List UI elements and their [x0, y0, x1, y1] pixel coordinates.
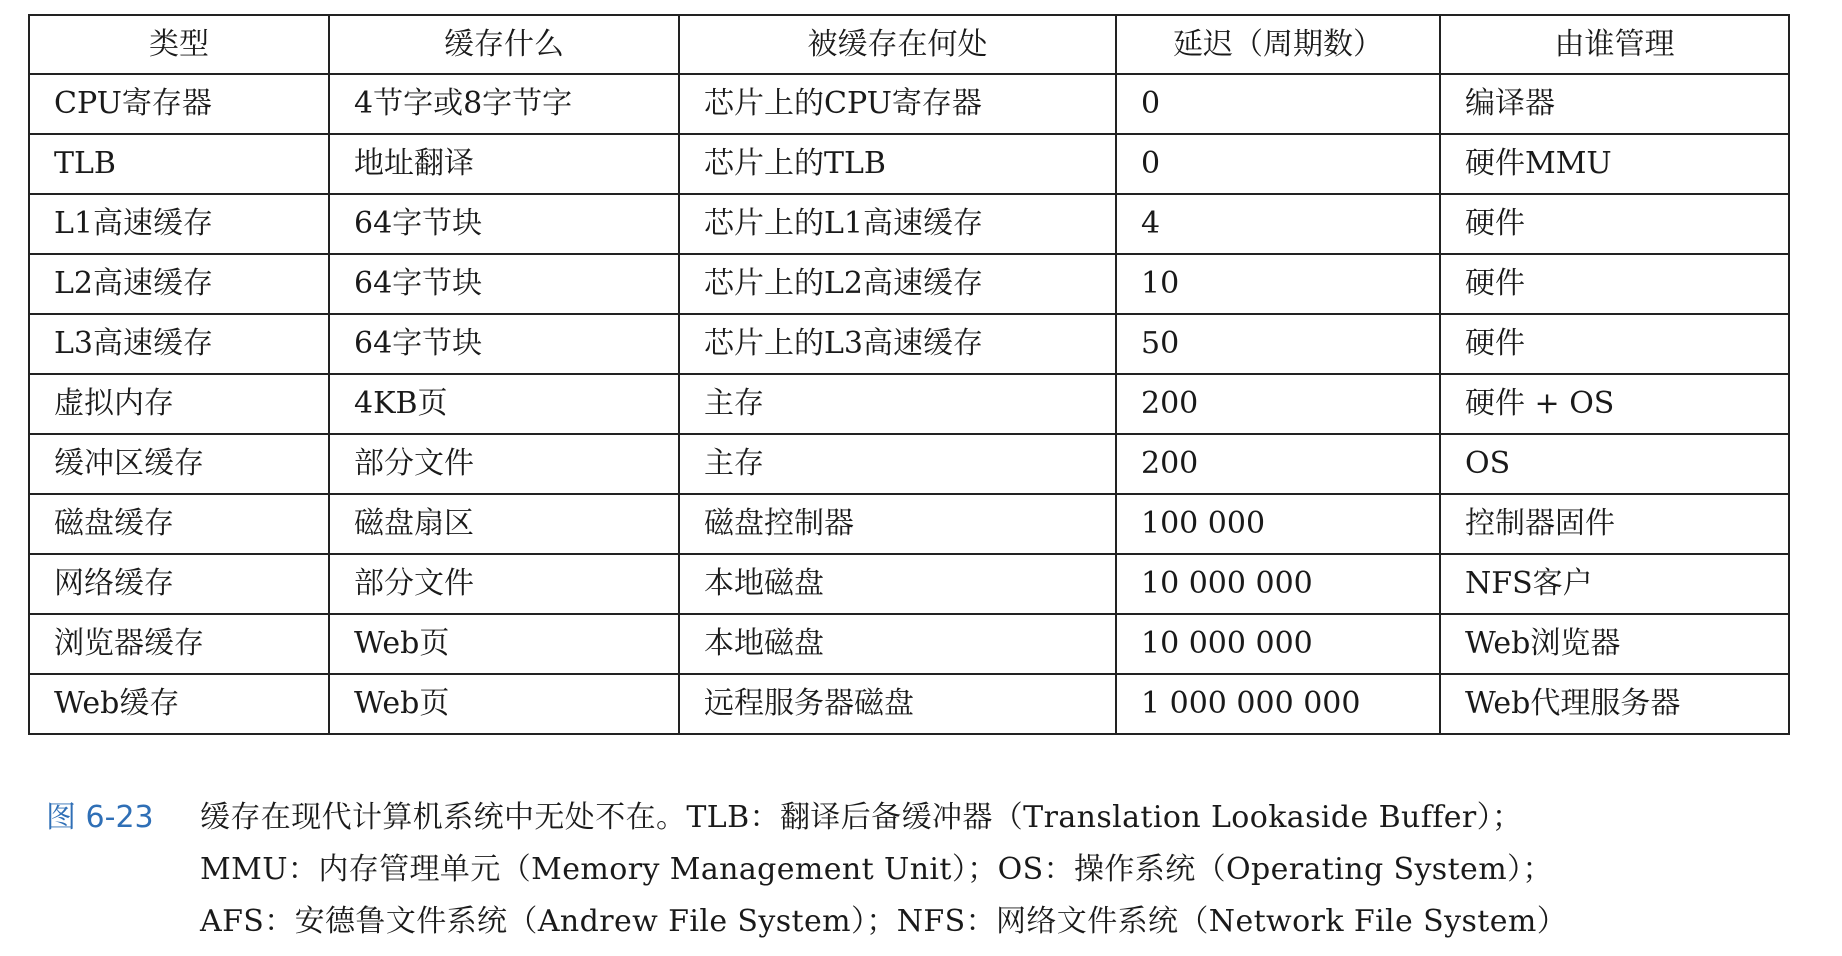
cell-type: 缓冲区缓存 — [29, 434, 329, 494]
table-row — [29, 674, 1789, 734]
table-row — [29, 434, 1789, 494]
cell-where-cached: 主存 — [679, 434, 1116, 494]
cell-where-cached: 芯片上的L2高速缓存 — [679, 254, 1116, 314]
cell-managed-by: Web代理服务器 — [1440, 674, 1789, 734]
cell-managed-by: 控制器固件 — [1440, 494, 1789, 554]
table-row — [29, 134, 1789, 194]
cell-type: TLB — [29, 134, 329, 194]
cell-what-cached: 64字节块 — [329, 254, 679, 314]
cell-what-cached: 地址翻译 — [329, 134, 679, 194]
cell-where-cached: 芯片上的TLB — [679, 134, 1116, 194]
cell-what-cached: 部分文件 — [329, 554, 679, 614]
cell-managed-by: 硬件 — [1440, 314, 1789, 374]
cell-latency: 0 — [1116, 134, 1440, 194]
cell-type: CPU寄存器 — [29, 74, 329, 134]
cell-type: 虚拟内存 — [29, 374, 329, 434]
cell-what-cached: Web页 — [329, 614, 679, 674]
cell-what-cached: 64字节块 — [329, 194, 679, 254]
table-row — [29, 374, 1789, 434]
header-managed-by: 由谁管理 — [1440, 15, 1789, 74]
cell-latency: 200 — [1116, 434, 1440, 494]
cell-where-cached: 远程服务器磁盘 — [679, 674, 1116, 734]
figure-caption — [46, 792, 1806, 948]
cache-table — [28, 14, 1790, 735]
caption-line: 缓存在现代计算机系统中无处不在。TLB：翻译后备缓冲器（Translation Lookaside Buffer）； — [200, 800, 1523, 835]
table-row — [29, 314, 1789, 374]
cell-latency: 0 — [1116, 74, 1440, 134]
header-latency: 延迟（周期数） — [1116, 15, 1440, 74]
caption-row-3 — [46, 896, 1806, 948]
cell-latency: 200 — [1116, 374, 1440, 434]
cell-what-cached: 磁盘扇区 — [329, 494, 679, 554]
cell-managed-by: 硬件 — [1440, 254, 1789, 314]
table-row — [29, 194, 1789, 254]
cell-latency: 10 000 000 — [1116, 554, 1440, 614]
cell-what-cached: 部分文件 — [329, 434, 679, 494]
table-row — [29, 254, 1789, 314]
cell-managed-by: 硬件MMU — [1440, 134, 1789, 194]
cell-type: L1高速缓存 — [29, 194, 329, 254]
cell-managed-by: NFS客户 — [1440, 554, 1789, 614]
cell-type: L3高速缓存 — [29, 314, 329, 374]
cell-type: 浏览器缓存 — [29, 614, 329, 674]
cell-latency: 4 — [1116, 194, 1440, 254]
cell-latency: 100 000 — [1116, 494, 1440, 554]
cell-where-cached: 本地磁盘 — [679, 554, 1116, 614]
cell-what-cached: 4节字或8字节字 — [329, 74, 679, 134]
caption-row-2 — [46, 844, 1806, 896]
cell-where-cached: 芯片上的L3高速缓存 — [679, 314, 1116, 374]
header-what-cached: 缓存什么 — [329, 15, 679, 74]
cell-type: 网络缓存 — [29, 554, 329, 614]
cell-managed-by: OS — [1440, 434, 1789, 494]
cell-where-cached: 芯片上的L1高速缓存 — [679, 194, 1116, 254]
cell-managed-by: 硬件 — [1440, 194, 1789, 254]
table-header-row — [29, 15, 1789, 74]
cell-latency: 50 — [1116, 314, 1440, 374]
table-row — [29, 614, 1789, 674]
cell-managed-by: Web浏览器 — [1440, 614, 1789, 674]
cell-where-cached: 本地磁盘 — [679, 614, 1116, 674]
cache-table-container — [28, 14, 1788, 735]
cell-managed-by: 硬件 + OS — [1440, 374, 1789, 434]
cell-type: 磁盘缓存 — [29, 494, 329, 554]
cell-where-cached: 芯片上的CPU寄存器 — [679, 74, 1116, 134]
cell-what-cached: 4KB页 — [329, 374, 679, 434]
cell-what-cached: Web页 — [329, 674, 679, 734]
table-row — [29, 554, 1789, 614]
caption-row-1 — [46, 792, 1806, 844]
cell-what-cached: 64字节块 — [329, 314, 679, 374]
cell-latency: 1 000 000 000 — [1116, 674, 1440, 734]
header-where-cached: 被缓存在何处 — [679, 15, 1116, 74]
caption-line: MMU：内存管理单元（Memory Management Unit）；OS：操作系统（Operating System）； — [200, 852, 1553, 887]
cell-managed-by: 编译器 — [1440, 74, 1789, 134]
figure-label: 图 6-23 — [46, 800, 154, 835]
header-type: 类型 — [29, 15, 329, 74]
cell-latency: 10 000 000 — [1116, 614, 1440, 674]
caption-line: AFS：安德鲁文件系统（Andrew File System）；NFS：网络文件系统（Network File System） — [200, 904, 1568, 939]
cell-where-cached: 磁盘控制器 — [679, 494, 1116, 554]
cell-type: L2高速缓存 — [29, 254, 329, 314]
table-row — [29, 494, 1789, 554]
cell-where-cached: 主存 — [679, 374, 1116, 434]
cell-type: Web缓存 — [29, 674, 329, 734]
cell-latency: 10 — [1116, 254, 1440, 314]
table-row — [29, 74, 1789, 134]
